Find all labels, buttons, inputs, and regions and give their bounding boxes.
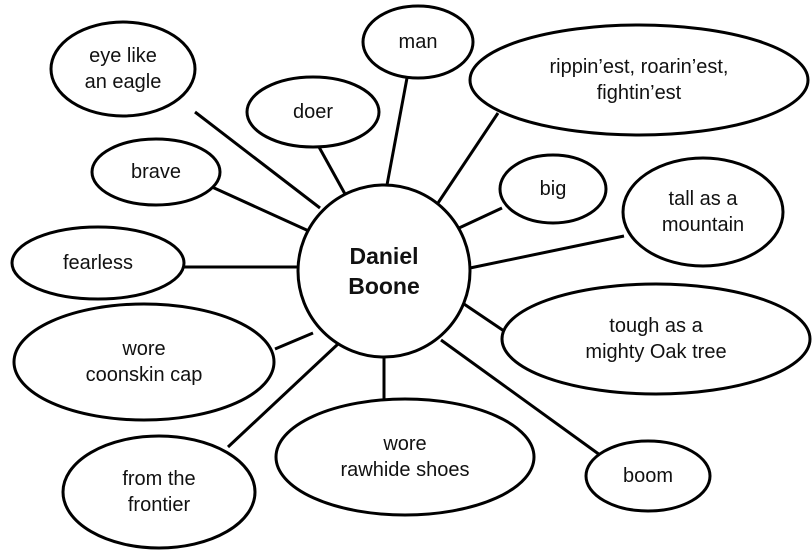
bubble-label: wore — [383, 433, 427, 455]
connector-tough-as-oak — [464, 304, 504, 331]
bubble-rawhide-shoes — [276, 399, 534, 515]
bubble-label: tall as a — [668, 188, 738, 210]
bubble-label: rippin’est, roarin’est, — [549, 56, 729, 78]
bubble-label: brave — [130, 161, 182, 183]
connector-rippin-roarin-fightin — [438, 113, 498, 203]
bubble-label: from the — [122, 468, 196, 490]
connector-man — [387, 78, 407, 185]
bubble-label: man — [398, 31, 438, 53]
bubble-tough-as-oak — [502, 284, 810, 394]
bubble-label: tough as a — [609, 315, 703, 337]
bubble-outline — [14, 304, 274, 420]
bubble-label: mighty Oak tree — [585, 341, 727, 363]
bubble-outline — [470, 25, 808, 135]
bubble-outline — [276, 399, 534, 515]
connector-tall-as-a-mountain — [470, 236, 624, 268]
bubble-label: rawhide shoes — [340, 459, 470, 481]
bubble-label: boom — [622, 465, 674, 487]
bubble-outline — [63, 436, 255, 548]
connector-doer — [319, 147, 345, 194]
bubble-label: mountain — [661, 214, 745, 236]
center-circle — [298, 185, 470, 357]
bubble-label: fearless — [62, 252, 134, 274]
center-label: Daniel — [349, 243, 419, 269]
bubble-tall-as-a-mountain — [623, 158, 783, 266]
bubble-outline — [502, 284, 810, 394]
bubble-label: wore — [122, 338, 166, 360]
bubble-man — [363, 6, 473, 78]
connector-big — [459, 208, 502, 228]
bubble-outline — [623, 158, 783, 266]
bubble-label: doer — [292, 101, 334, 123]
connector-coonskin-cap — [275, 333, 313, 349]
bubble-outline — [51, 22, 195, 116]
bubble-rippin-roarin-fightin — [470, 25, 808, 135]
bubble-big — [500, 155, 606, 223]
center-outline — [298, 185, 470, 357]
bubble-label: fightin’est — [596, 82, 682, 104]
bubble-coonskin-cap — [14, 304, 274, 420]
bubble-label: an eagle — [84, 71, 162, 93]
bubble-from-the-frontier — [63, 436, 255, 548]
connector-brave — [212, 187, 311, 232]
bubble-label: frontier — [127, 494, 191, 516]
bubble-fearless — [12, 227, 184, 299]
center-label: Boone — [348, 273, 420, 299]
bubble-label: eye like — [89, 45, 157, 67]
bubble-brave — [92, 139, 220, 205]
bubble-label: coonskin cap — [85, 364, 203, 386]
bubble-boom — [586, 441, 710, 511]
bubble-label: big — [539, 178, 567, 200]
bubble-doer — [247, 77, 379, 147]
bubble-eye-like-an-eagle — [51, 22, 195, 116]
